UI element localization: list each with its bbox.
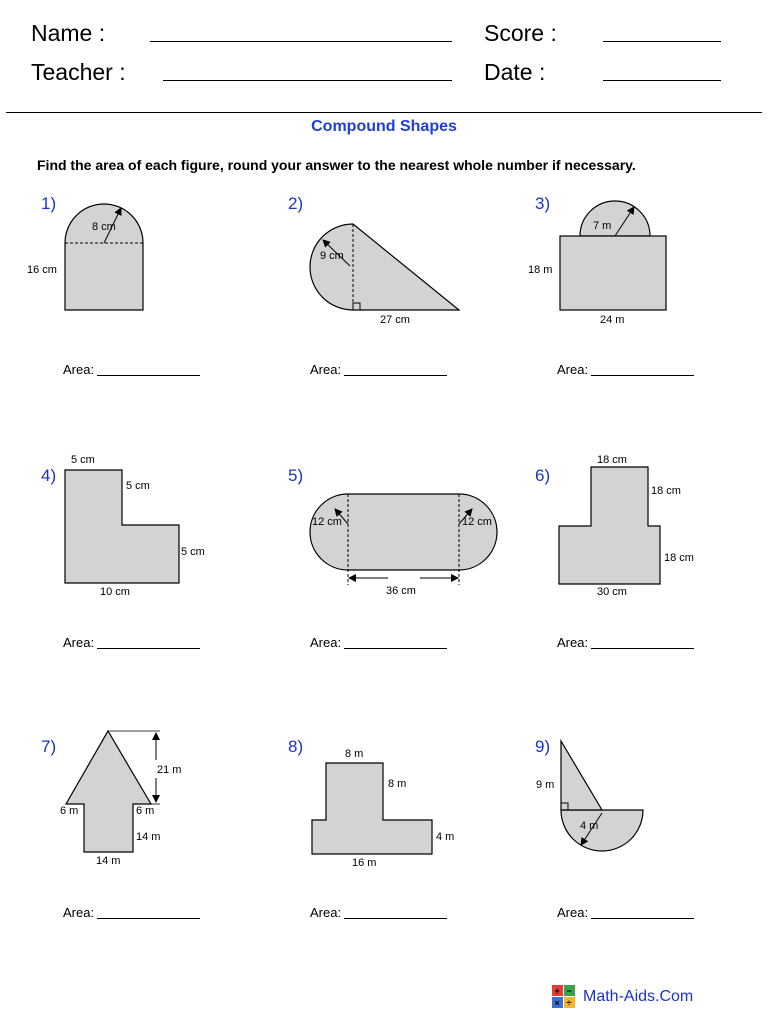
svg-text:+: + (554, 986, 560, 996)
figure-3 (528, 201, 666, 326)
label-7-left-ledge: 6 m (60, 805, 79, 817)
figure-5 (310, 494, 497, 597)
area-answer-2[interactable]: Area: (310, 362, 447, 377)
problem-number-9: 9) (535, 737, 551, 756)
label-4-bottom: 10 cm (100, 586, 130, 598)
problem-number-3: 3) (535, 194, 551, 213)
label-3-height: 18 m (528, 264, 553, 276)
area-answer-7[interactable]: Area: (63, 905, 200, 920)
area-answer-1[interactable]: Area: (63, 362, 200, 377)
instructions: Find the area of each figure, round your answer to the nearest whole number if necessary. (37, 157, 636, 173)
figure-6 (559, 454, 694, 598)
label-4-right: 5 cm (181, 546, 205, 558)
problem-number-8: 8) (288, 737, 304, 756)
brand-link[interactable]: Math-Aids.Com (583, 988, 694, 1005)
svg-text:÷: ÷ (566, 998, 572, 1008)
figure-2 (310, 224, 459, 326)
math-aids-logo-icon (552, 985, 576, 1014)
problem-number-5: 5) (288, 466, 304, 485)
svg-text:−: − (566, 986, 572, 996)
label-9-radius: 4 m (580, 820, 599, 832)
label-1-radius: 8 cm (92, 221, 116, 233)
label-7-right-ledge: 6 m (136, 805, 155, 817)
label-6-bottom: 30 cm (597, 586, 627, 598)
label-6-top: 18 cm (597, 454, 627, 466)
label-7-stem-height: 14 m (136, 831, 161, 843)
teacher-label: Teacher : (31, 59, 126, 85)
score-label: Score : (484, 20, 557, 46)
name-label: Name : (31, 20, 106, 46)
label-8-right: 8 m (388, 778, 407, 790)
label-4-top: 5 cm (71, 454, 95, 466)
area-answer-4[interactable]: Area: (63, 635, 200, 650)
label-8-top: 8 m (345, 748, 364, 760)
figure-8 (312, 748, 454, 869)
label-1-height: 16 cm (27, 264, 57, 276)
label-6-upper-right: 18 cm (651, 485, 681, 497)
area-answer-9[interactable]: Area: (557, 905, 694, 920)
label-3-radius: 7 m (593, 220, 612, 232)
area-answer-6[interactable]: Area: (557, 635, 694, 650)
figure-9 (536, 741, 643, 851)
label-2-radius: 9 cm (320, 250, 344, 262)
figure-4 (65, 454, 205, 598)
problem-number-6: 6) (535, 466, 551, 485)
area-answer-5[interactable]: Area: (310, 635, 447, 650)
label-8-base-height: 4 m (436, 831, 455, 843)
label-7-stem-width: 14 m (96, 855, 121, 867)
svg-text:×: × (554, 998, 560, 1008)
label-8-base-width: 16 m (352, 857, 377, 869)
label-9-height: 9 m (536, 779, 555, 791)
label-7-height: 21 m (157, 764, 182, 776)
problem-number-1: 1) (41, 194, 57, 213)
figure-1 (27, 204, 143, 310)
label-2-base: 27 cm (380, 314, 410, 326)
area-answer-3[interactable]: Area: (557, 362, 694, 377)
label-5-length: 36 cm (386, 585, 416, 597)
date-label: Date : (484, 59, 546, 85)
page-title: Compound Shapes (311, 118, 457, 135)
label-4-inner: 5 cm (126, 480, 150, 492)
problem-number-2: 2) (288, 194, 304, 213)
label-5-left-radius: 12 cm (312, 516, 342, 528)
label-5-right-radius: 12 cm (462, 516, 492, 528)
problem-number-4: 4) (41, 466, 57, 485)
area-answer-8[interactable]: Area: (310, 905, 447, 920)
problem-number-7: 7) (41, 737, 57, 756)
label-6-lower-right: 18 cm (664, 552, 694, 564)
label-3-width: 24 m (600, 314, 625, 326)
figure-7 (60, 731, 181, 867)
